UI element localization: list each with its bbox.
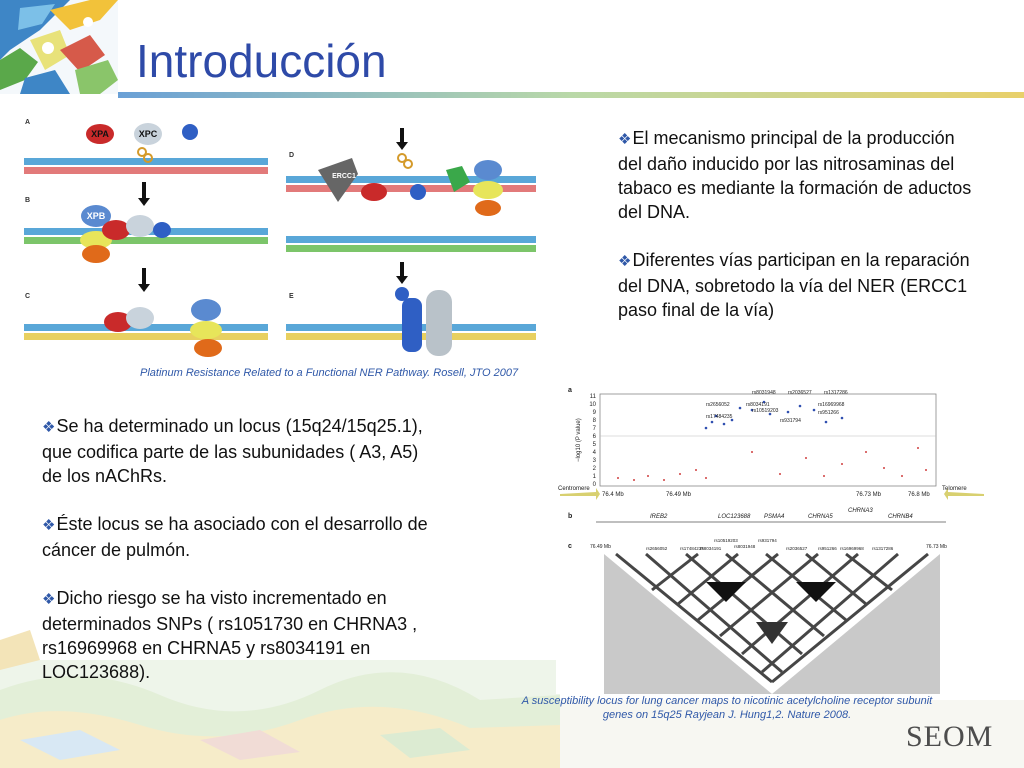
bullet-item: ❖Diferentes vías participan en la reparación del DNA, sobretodo la vía del NER (ERCC1 paso final de la vía) — [618, 250, 970, 320]
mosaic-decoration — [0, 0, 118, 94]
svg-text:4: 4 — [592, 450, 596, 456]
panel-label-a: A — [25, 119, 31, 126]
bullet-item: ❖Se ha determinado un locus (15q24/15q25.1), que codifica parte de las subunidades ( A3, A5) de los nAChRs. — [42, 416, 423, 486]
seom-logo: SEOM — [906, 720, 994, 753]
diamond-bullet-icon: ❖ — [618, 253, 632, 270]
svg-text:IREB2: IREB2 — [650, 514, 668, 520]
telomere-label: Telomere — [942, 486, 967, 492]
panel-label-c: C — [25, 293, 31, 300]
svg-text:5: 5 — [592, 442, 596, 448]
ld-heatmap — [604, 554, 940, 694]
svg-text:rs17484235: rs17484235 — [680, 546, 704, 551]
svg-text:rs10519203: rs10519203 — [752, 408, 779, 414]
svg-text:ERCC1: ERCC1 — [332, 173, 356, 180]
svg-text:XPA: XPA — [91, 129, 109, 139]
slide-title: Introducción — [136, 35, 387, 87]
bullet-item: ❖El mecanismo principal de la producción del daño inducido por las nitrosaminas del tabaco es mediante la formación de aductos del DNA. — [618, 128, 972, 222]
panel-b-label: b — [568, 513, 573, 520]
ner-figure-caption: Platinum Resistance Related to a Functional NER Pathway. Rosell, JTO 2007 — [140, 367, 519, 379]
left-bullet-list — [42, 414, 434, 708]
gwas-figure-caption: A susceptibility locus for lung cancer maps to nicotinic acetylcholine receptor subunit genes on 15q25 Rayjean J. Hung1,2. Nature 2008. — [521, 695, 933, 721]
svg-text:1: 1 — [592, 474, 596, 480]
svg-text:rs951266: rs951266 — [818, 410, 839, 416]
svg-text:rs2656052: rs2656052 — [706, 402, 730, 408]
svg-text:rs2036527: rs2036527 — [786, 546, 808, 551]
svg-text:10: 10 — [589, 402, 596, 408]
svg-text:CHRNB4: CHRNB4 — [888, 514, 913, 520]
svg-text:XPC: XPC — [138, 129, 158, 139]
x-tick: 76.4 Mb — [602, 492, 624, 498]
svg-text:2: 2 — [592, 466, 596, 472]
panel-label-b: B — [25, 197, 31, 204]
centromere-label: Centromere — [558, 486, 590, 492]
panel-label-e: E — [289, 293, 294, 300]
svg-text:3: 3 — [592, 458, 596, 464]
svg-text:rs8034191: rs8034191 — [746, 402, 770, 408]
svg-text:rs951266: rs951266 — [818, 546, 837, 551]
ld-left-label: 76.49 Mb — [590, 544, 611, 550]
svg-text:XPB: XPB — [86, 211, 106, 221]
panel-a-label: a — [568, 387, 572, 394]
svg-text:rs931794: rs931794 — [780, 418, 801, 424]
svg-text:8: 8 — [592, 418, 596, 424]
svg-text:rs8034191: rs8034191 — [700, 546, 722, 551]
x-tick: 76.73 Mb — [856, 492, 882, 498]
svg-text:7: 7 — [592, 426, 596, 432]
svg-text:rs2656052: rs2656052 — [646, 546, 668, 551]
svg-text:rs8031948: rs8031948 — [734, 544, 756, 549]
svg-text:LOC123688: LOC123688 — [718, 514, 751, 520]
svg-text:CHRNA3: CHRNA3 — [848, 508, 873, 514]
svg-text:rs1317286: rs1317286 — [824, 390, 848, 396]
panel-c-label: c — [568, 543, 572, 550]
diamond-bullet-icon: ❖ — [42, 591, 56, 608]
bullet-item: ❖Éste locus se ha asociado con el desarrollo de cáncer de pulmón. — [42, 514, 428, 560]
svg-text:CHRNA5: CHRNA5 — [808, 514, 833, 520]
svg-text:rs17484235: rs17484235 — [706, 414, 733, 420]
bullet-item: ❖Dicho riesgo se ha visto incrementado en determinados SNPs ( rs1051730 en CHRNA3 , rs16969968 en CHRNA5 y rs8034191 en LOC123688). — [42, 588, 418, 682]
diamond-bullet-icon: ❖ — [42, 419, 56, 436]
right-bullet-list — [618, 126, 978, 346]
svg-text:rs10519203: rs10519203 — [714, 538, 738, 543]
ner-pathway-figure — [22, 112, 538, 364]
ld-right-label: 76.73 Mb — [926, 544, 947, 550]
svg-text:PSMA4: PSMA4 — [764, 514, 785, 520]
diamond-bullet-icon: ❖ — [42, 517, 56, 534]
svg-text:rs16969968: rs16969968 — [840, 546, 864, 551]
svg-text:6: 6 — [592, 434, 596, 440]
svg-text:11: 11 — [589, 394, 596, 400]
x-tick: 76.8 Mb — [908, 492, 930, 498]
svg-text:rs16969968: rs16969968 — [818, 402, 845, 408]
svg-text:rs931794: rs931794 — [758, 538, 777, 543]
svg-text:9: 9 — [592, 410, 596, 416]
gwas-locus-figure — [556, 382, 988, 694]
svg-text:rs8031948: rs8031948 — [752, 390, 776, 396]
panel-label-d: D — [289, 152, 295, 159]
svg-text:0: 0 — [592, 482, 596, 488]
diamond-bullet-icon: ❖ — [618, 131, 632, 148]
x-tick: 76.49 Mb — [666, 492, 692, 498]
svg-text:rs1317286: rs1317286 — [872, 546, 894, 551]
svg-text:rs2036527: rs2036527 — [788, 390, 812, 396]
title-underline — [118, 92, 1024, 98]
y-axis-label: −log10 (P value) — [576, 418, 582, 462]
